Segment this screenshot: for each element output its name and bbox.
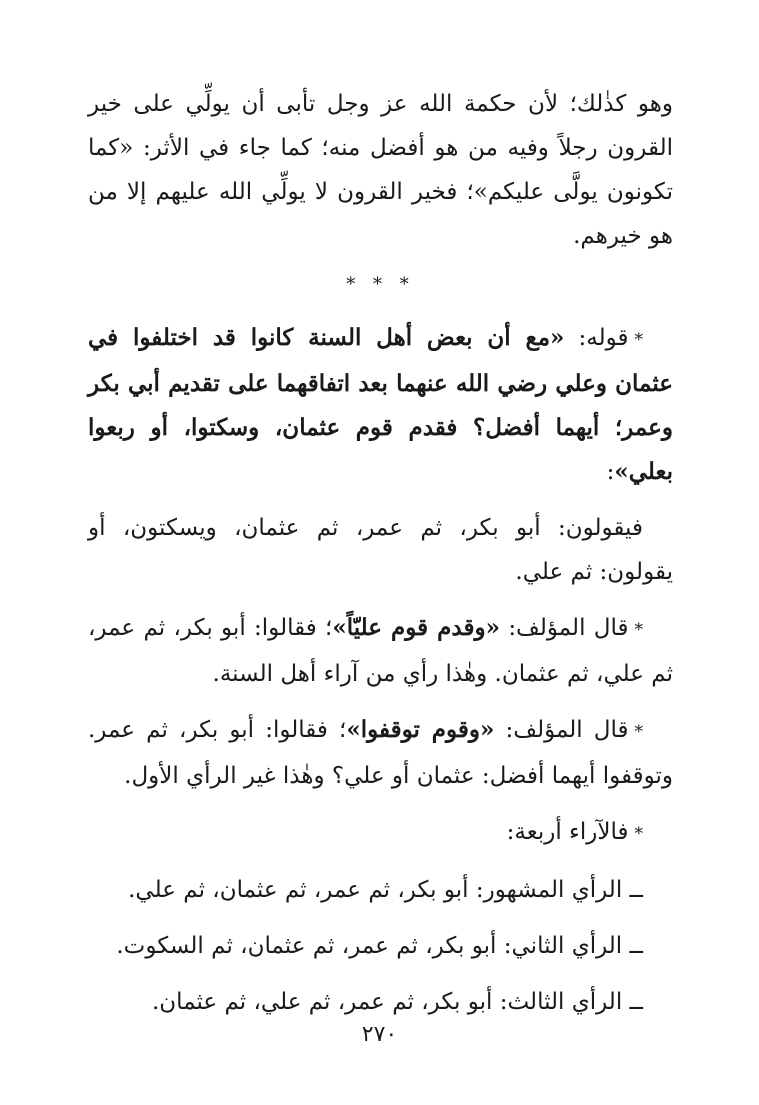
paragraph-author-1 xyxy=(88,606,673,696)
paragraph-opinions-heading xyxy=(88,810,673,856)
paragraph-author-2 xyxy=(88,708,673,798)
author-tail: ؛ فقالوا: أبو بكر، ثم عمر، ثم علي، ثم عثمان. وهٰذا رأي من آراء أهل السنة. xyxy=(88,615,673,687)
opinions-heading-text: فالآراء أربعة: xyxy=(506,819,629,845)
page-number: ٢٧٠ xyxy=(361,1022,398,1047)
author-lead: قال المؤلف: xyxy=(494,717,629,743)
list-item-opinion-2: ــ الرأي الثاني: أبو بكر، ثم عمر، ثم عثمان، ثم السكوت. xyxy=(116,933,643,959)
quote-lead: قوله: xyxy=(564,325,629,351)
asterisk-marker-icon: * xyxy=(634,722,644,742)
asterisk-marker-icon: * xyxy=(634,620,643,640)
quoted-text: «وقدم قوم عليّاً» xyxy=(332,614,500,641)
list-item-opinion-3: ــ الرأي الثالث: أبو بكر، ثم عمر، ثم علي، ثم عثمان. xyxy=(151,989,643,1015)
paragraph-quote-main xyxy=(88,316,673,494)
list-item-opinion-1: ــ الرأي المشهور: أبو بكر، ثم عمر، ثم عثمان، ثم علي. xyxy=(128,877,643,903)
asterisk-marker-icon: * xyxy=(634,330,643,350)
asterisk-marker-icon: * xyxy=(634,824,643,844)
page-body xyxy=(88,82,673,1036)
paragraph-explanation: فيقولون: أبو بكر، ثم عمر، ثم عثمان، ويسكتون، أو يقولون: ثم علي. xyxy=(88,515,673,585)
author-lead: قال المؤلف: xyxy=(499,615,629,641)
quote-tail: : xyxy=(606,459,615,485)
author-tail: ؛ فقالوا: أبو بكر، ثم عمر. وتوقفوا أيهما أفضل: عثمان أو علي؟ وهٰذا غير الرأي الأول. xyxy=(88,717,673,789)
quoted-text: «وقوم توقفوا» xyxy=(346,716,495,743)
quoted-text: «مع أن بعض أهل السنة كانوا قد اختلفوا في عثمان وعلي رضي الله عنهما بعد اتفاقهما على تقديم أبي بكر وعمر؛ أيهما أفضل؟ فقدم قوم عثمان، وسكتوا، أو ربعوا بعلي» xyxy=(88,324,673,485)
section-separator: * * * xyxy=(346,274,415,295)
paragraph-intro: وهو كذٰلك؛ لأن حكمة الله عز وجل تأبى أن يولِّي على خير القرون رجلاً وفيه من هو أفضل منه؛ كما جاء في الأثر: «كما تكونون يولَّى عليكم»؛ فخير القرون لا يولِّي الله عليهم إلا من هو خيرهم. xyxy=(88,91,673,249)
